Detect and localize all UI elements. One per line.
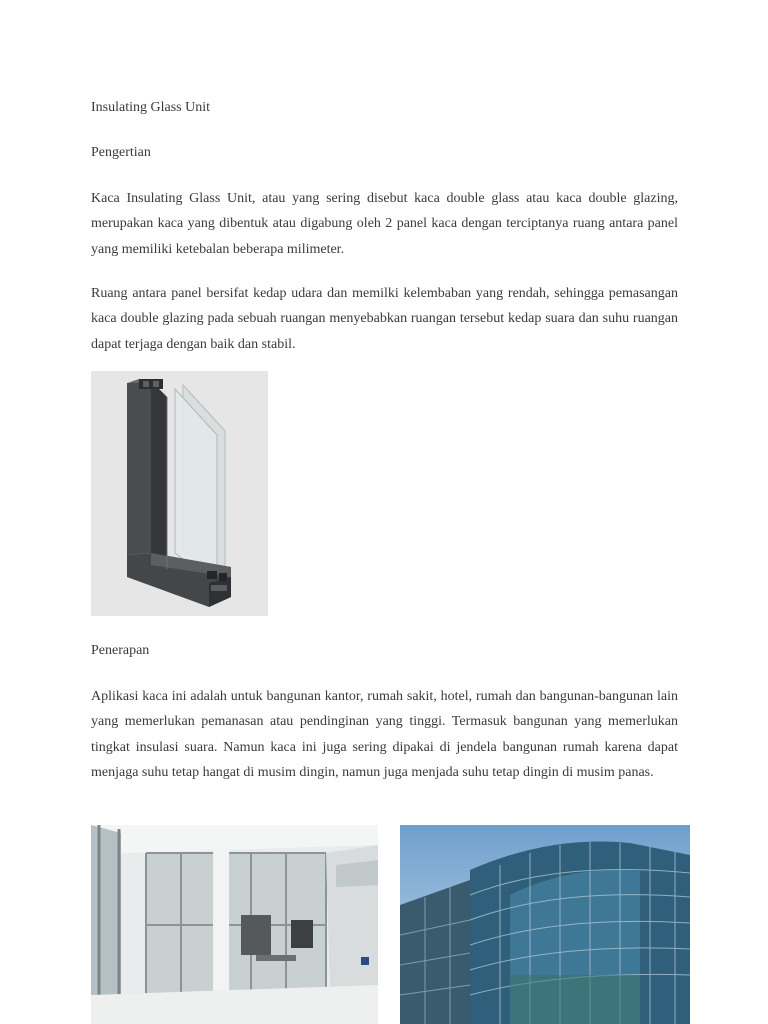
exterior-glass-building-photo	[400, 825, 690, 1024]
paragraph-application: Aplikasi kaca ini adalah untuk bangunan kantor, rumah sakit, hotel, rumah dan bangunan-bangunan lain yang memerlukan pemanasan atau pendinginan yang tinggi. Termasuk bangunan yang memerlukan tingkat insulasi suara. Namun kaca ini juga sering dipakai di jendela bangunan rumah karena dapat menjaga suhu tetap hangat di musim dingin, namun juga menjada suhu tetap dingin di musim panas.	[91, 689, 678, 780]
section-heading-pengertian: Pengertian	[91, 145, 151, 160]
paragraph-properties: Ruang antara panel bersifat kedap udara dan memilki kelembaban yang rendah, sehingga pemasangan kaca double glazing pada sebuah ruangan menyebabkan ruangan tersebut kedap suara dan suhu ruangan dapat terjaga dengan baik dan stabil.	[91, 286, 678, 352]
section-heading-penerapan: Penerapan	[91, 643, 150, 658]
interior-glass-photo	[91, 825, 378, 1024]
window-frame-image	[91, 371, 268, 616]
document-title: Insulating Glass Unit	[91, 100, 210, 115]
paragraph-definition: Kaca Insulating Glass Unit, atau yang sering disebut kaca double glass atau kaca double glazing, merupakan kaca yang dibentuk atau digabung oleh 2 panel kaca dengan terciptanya ruang antara panel yang memiliki ketebalan beberapa milimeter.	[91, 191, 678, 257]
